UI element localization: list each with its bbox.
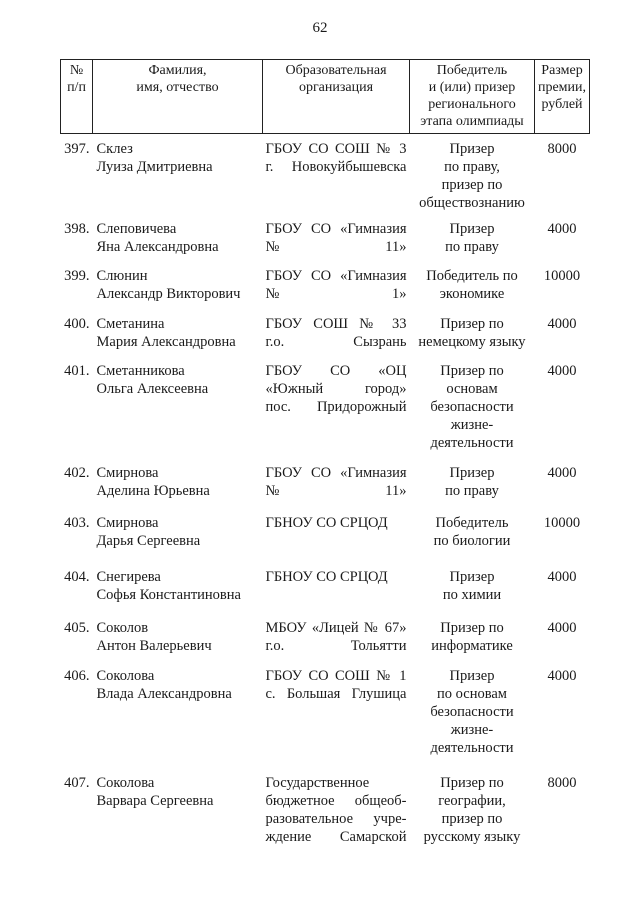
organization: ГБНОУ СО СРЦОД [265,514,388,531]
row-number: 400. [64,315,90,332]
row-number: 405. [64,619,90,636]
header-name: Фамилия, имя, отчество [93,60,263,134]
organization: ГБОУ СОШ № 33 г.о. Сызрань [265,315,407,350]
person-name: Соколова Варвара Сергеевна [96,774,214,809]
olympiad-status: Призер по основам безопасности жизне- деятельности [430,362,514,451]
olympiad-status: Призер по немецкому языку [418,315,526,350]
prize-amount: 10000 [543,267,581,284]
olympiad-status: Призер по праву [445,464,499,499]
person-name: Снегирева Софья Константиновна [96,568,241,603]
page-number: 62 [312,20,328,36]
organization: ГБОУ СО «Гимназия № 11» [265,220,407,255]
prize-amount: 8000 [547,141,577,157]
row-number: 397. [64,141,90,157]
header-status: Победитель и (или) призер регионального этапа олимпиады [410,60,535,134]
organization: Государственное бюджетное общеоб- разовательное учре- ждение Самарской [265,774,407,845]
person-name: Слюнин Александр Викторович [96,267,241,302]
table-header [61,60,590,134]
table-row [61,362,590,464]
prize-amount: 8000 [547,774,577,791]
laureates-table [60,59,590,854]
table-row [61,464,590,514]
person-name: Смирнова Дарья Сергеевна [96,514,201,549]
person-name: Сметанина Мария Александровна [96,315,236,350]
organization: ГБНОУ СО СРЦОД [265,568,388,585]
person-name: Склез Луиза Дмитриевна [96,141,213,175]
olympiad-status: Призер по географии, призер по русскому языку [423,774,521,845]
row-number: 407. [64,774,90,791]
person-name: Соколов Антон Валерьевич [96,619,212,654]
table-row [61,667,590,774]
olympiad-status: Призер по праву, призер по обществознанию [419,141,525,211]
table-row [61,774,590,854]
organization: ГБОУ СО СОШ № 3 г. Новокуйбышевска [265,141,407,175]
prize-amount: 4000 [547,619,577,636]
olympiad-status: Победитель по биологии [433,514,511,549]
header-org: Образовательная организация [263,60,410,134]
olympiad-status: Победитель по экономике [426,267,518,302]
olympiad-status: Призер по основам безопасности жизне- деятельности [430,667,514,756]
prize-amount: 4000 [547,568,577,585]
prize-amount: 4000 [547,362,577,379]
table-body [61,134,590,854]
person-name: Соколова Влада Александровна [96,667,232,702]
olympiad-status: Призер по химии [442,568,502,603]
prize-amount: 4000 [547,667,577,684]
olympiad-status: Призер по информатике [431,619,513,654]
header-prize: Размер премии, рублей [535,60,590,134]
organization: ГБОУ СО «Гимназия № 11» [265,464,407,499]
row-number: 406. [64,667,90,684]
organization: ГБОУ СО «ОЦ «Южный город» пос. Придорожный [265,362,407,415]
row-number: 399. [64,267,90,284]
header-num: № п/п [61,60,93,134]
row-number: 404. [64,568,90,585]
organization: ГБОУ СО СОШ № 1 с. Большая Глушица [265,667,407,702]
prize-amount: 4000 [547,220,577,237]
organization: ГБОУ СО «Гимназия № 1» [265,267,407,302]
table-row [61,514,590,568]
prize-amount: 4000 [547,315,577,332]
table-row [61,267,590,315]
table-row [61,315,590,362]
person-name: Смирнова Аделина Юрьевна [96,464,210,499]
table-row [61,568,590,619]
table-row [61,619,590,667]
prize-amount: 10000 [543,514,581,531]
person-name: Слеповичева Яна Александровна [96,220,219,255]
olympiad-status: Призер по праву [445,220,499,255]
row-number: 401. [64,362,90,379]
prize-amount: 4000 [547,464,577,481]
table-row [61,134,590,220]
organization: МБОУ «Лицей № 67» г.о. Тольятти [265,619,407,654]
table-row [61,220,590,267]
person-name: Сметанникова Ольга Алексеевна [96,362,209,397]
row-number: 403. [64,514,90,531]
row-number: 402. [64,464,90,481]
row-number: 398. [64,220,90,237]
